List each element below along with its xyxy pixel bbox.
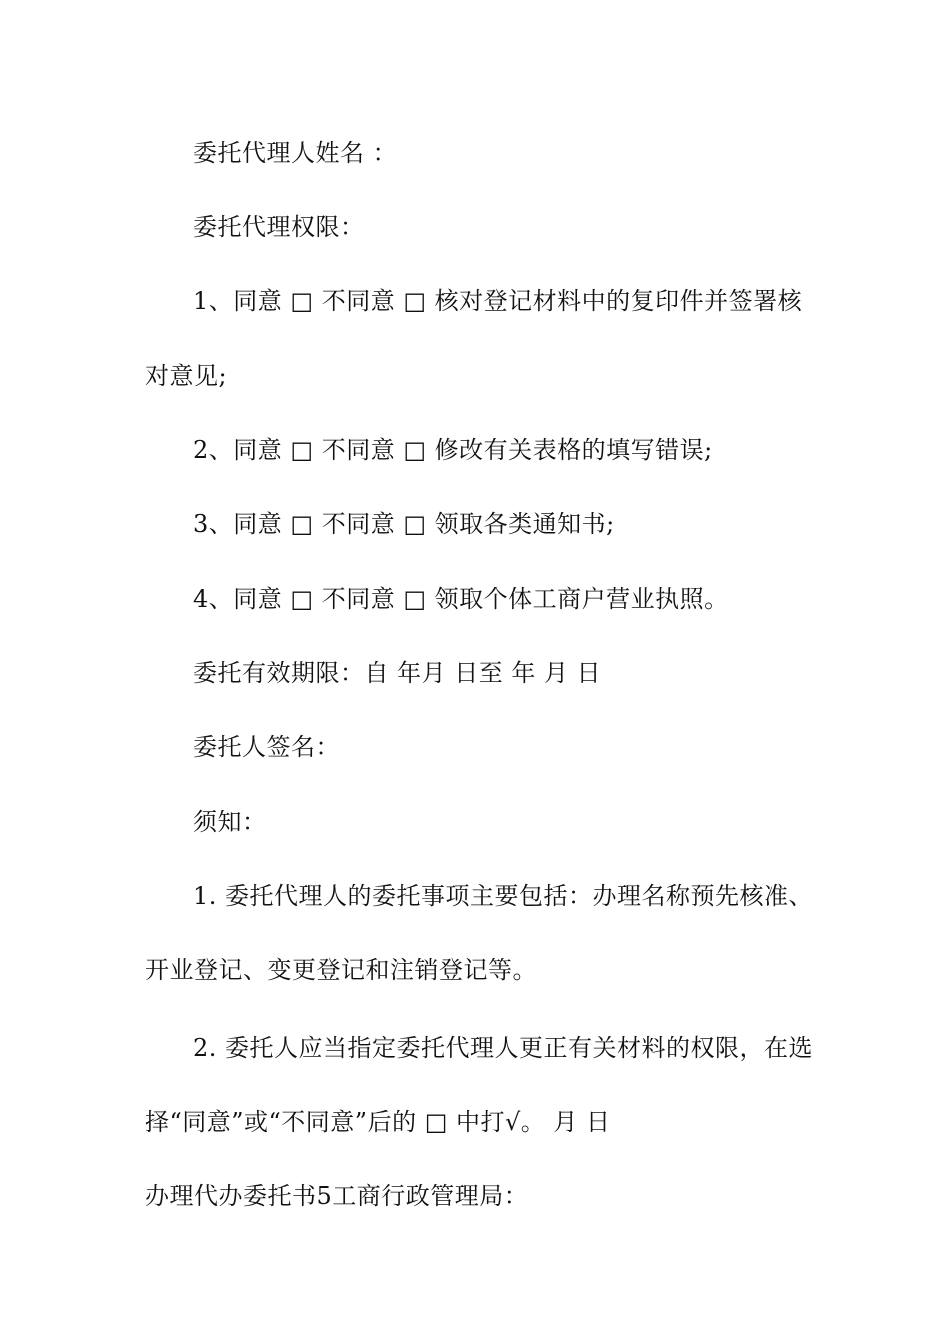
notice-heading: 须知：	[193, 808, 267, 836]
notice-item-1: 1. 委托代理人的委托事项主要包括：办理名称预先核准、	[193, 882, 814, 910]
authority-item-1: 1、同意 □ 不同意 □ 核对登记材料中的复印件并签署核	[193, 287, 803, 315]
agent-authority-heading: 委托代理权限：	[193, 213, 365, 241]
next-section-title: 办理代办委托书5工商行政管理局：	[145, 1182, 529, 1210]
authority-item-3: 3、同意 □ 不同意 □ 领取各类通知书;	[193, 510, 615, 538]
notice-item-2: 2. 委托人应当指定委托代理人更正有关材料的权限，在选	[193, 1034, 814, 1062]
notice-item-2-continued: 择“同意”或“不同意”后的 □ 中打√。 月 日	[145, 1108, 611, 1136]
agent-name-line: 委托代理人姓名 ：	[193, 139, 398, 167]
authority-item-4: 4、同意 □ 不同意 □ 领取个体工商户营业执照。	[193, 585, 729, 613]
authority-item-2: 2、同意 □ 不同意 □ 修改有关表格的填写错误;	[193, 436, 713, 464]
notice-item-1-continued: 开业登记、变更登记和注销登记等。	[145, 956, 537, 984]
authority-item-1-continued: 对意见;	[145, 362, 228, 390]
principal-signature-line: 委托人签名：	[193, 733, 340, 761]
validity-period-line: 委托有效期限：自 年月 日至 年 月 日	[193, 659, 602, 687]
